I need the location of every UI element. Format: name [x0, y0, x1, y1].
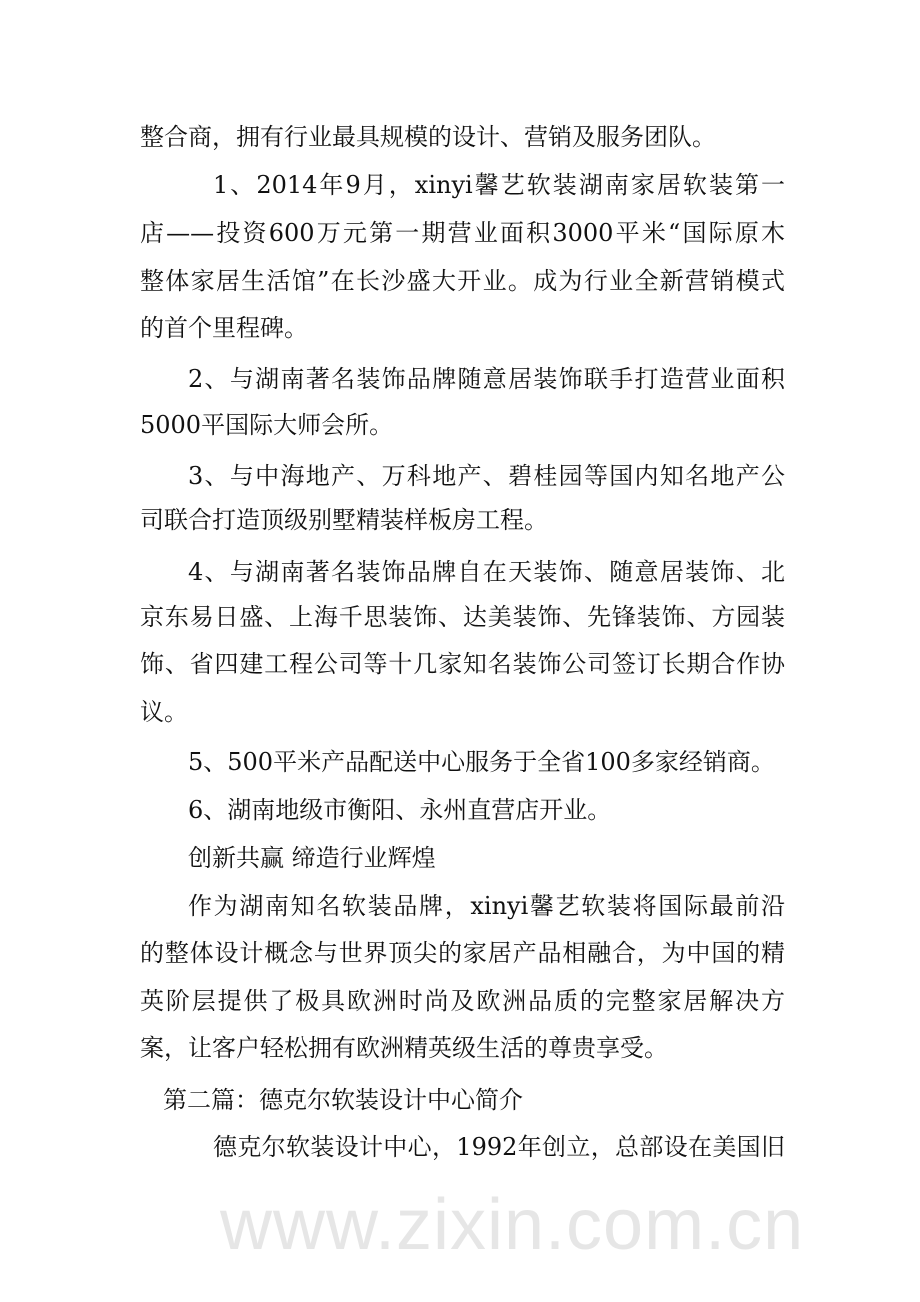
- text-line: 作为湖南知名软装品牌，xinyi馨艺软装将国际最前沿: [188, 892, 785, 920]
- text-line: 饰、省四建工程公司等十几家知名装饰公司签订长期合作协: [140, 650, 785, 678]
- text-line: 案，让客户轻松拥有欧洲精英级生活的尊贵享受。: [140, 1034, 668, 1062]
- text-line: 整体家居生活馆”在长沙盛大开业。成为行业全新营销模式: [140, 267, 785, 295]
- text-line: 京东易日盛、上海千思装饰、达美装饰、先锋装饰、方园装: [140, 603, 785, 631]
- text-line: 店——投资600万元第一期营业面积3000平米“国际原木: [140, 219, 785, 247]
- text-line: 的整体设计概念与世界顶尖的家居产品相融合，为中国的精: [140, 939, 785, 967]
- watermark: www.zixin.com.cn: [220, 1185, 805, 1265]
- text-line: 德克尔软装设计中心，1992年创立，总部设在美国旧: [213, 1133, 785, 1161]
- text-line: 司联合打造顶级别墅精装样板房工程。: [140, 506, 548, 534]
- text-line: 议。: [140, 698, 188, 726]
- text-line: 4、与湖南著名装饰品牌自在天装饰、随意居装饰、北: [188, 558, 785, 586]
- text-line: 2、与湖南著名装饰品牌随意居装饰联手打造营业面积: [188, 365, 785, 393]
- text-line: 5000平国际大师会所。: [140, 411, 394, 439]
- text-line: 英阶层提供了极具欧洲时尚及欧洲品质的完整家居解决方: [140, 987, 785, 1015]
- text-line: 3、与中海地产、万科地产、碧桂园等国内知名地产公: [188, 462, 785, 490]
- chapter-heading: 第二篇：德克尔软装设计中心简介: [163, 1086, 523, 1114]
- text-line: 整合商，拥有行业最具规模的设计、营销及服务团队。: [140, 123, 716, 151]
- text-line: 1、2014年9月，xinyi馨艺软装湖南家居软装第一: [213, 171, 785, 199]
- section-heading: 创新共赢 缔造行业辉煌: [188, 844, 436, 872]
- text-line: 的首个里程碑。: [140, 314, 308, 342]
- text-line: 6、湖南地级市衡阳、永州直营店开业。: [188, 796, 612, 824]
- text-line: 5、500平米产品配送中心服务于全省100多家经销商。: [188, 748, 775, 776]
